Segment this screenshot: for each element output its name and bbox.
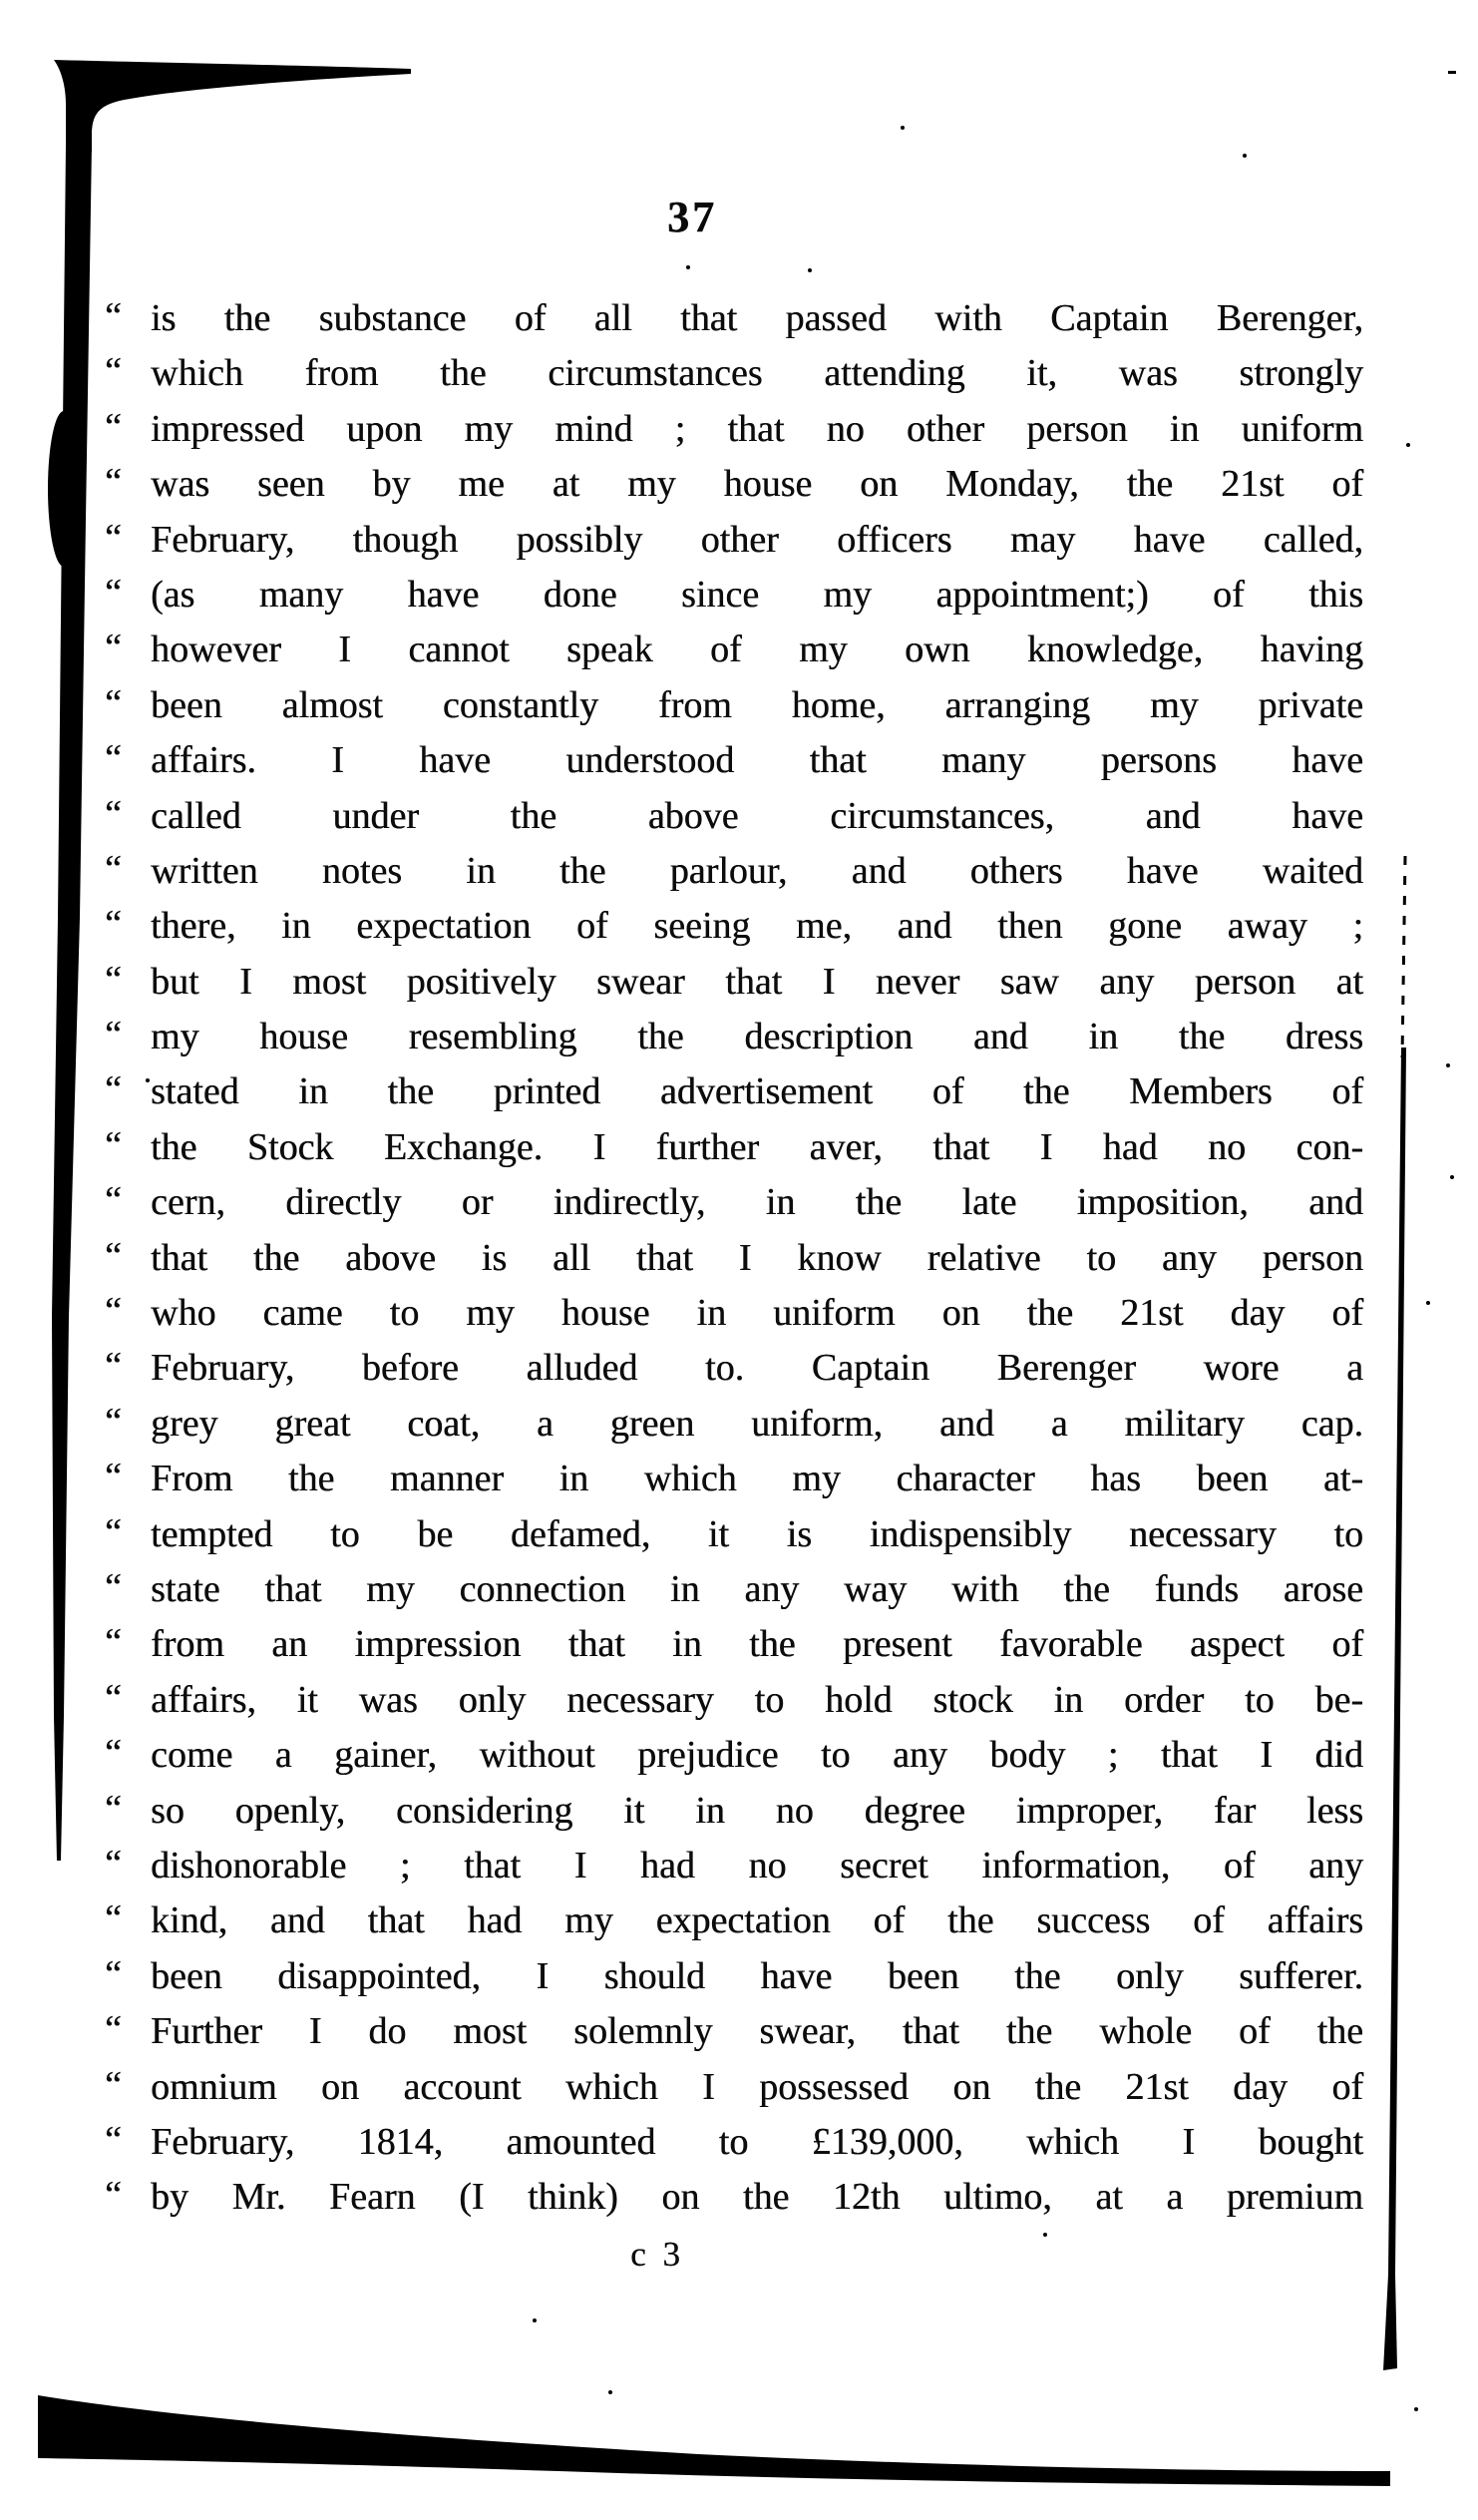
scan-blot-left xyxy=(48,411,80,567)
text-line xyxy=(105,844,1363,899)
text-line xyxy=(105,2060,1363,2115)
quote-mark: “ xyxy=(105,1456,119,1498)
scan-edge-bottom xyxy=(38,2395,1390,2486)
text-line-content: which from the circumstances attending it, was strongly xyxy=(151,352,1363,395)
text-line xyxy=(105,899,1363,954)
text-line-content: that the above is all that I know relative to any person xyxy=(151,1236,1363,1279)
scan-edge-left-bar xyxy=(52,145,92,1861)
quote-mark: “ xyxy=(105,1345,119,1388)
text-line-content: state that my connection in any way with the funds arose xyxy=(151,1567,1363,1610)
text-line xyxy=(105,1010,1363,1064)
quote-mark: “ xyxy=(105,737,119,780)
text-line xyxy=(105,789,1363,844)
text-line xyxy=(105,457,1363,512)
page-number: 37 xyxy=(667,193,717,241)
quote-mark: “ xyxy=(105,792,119,835)
text-line-content: there, in expectation of seeing me, and then gone away ; xyxy=(151,905,1363,948)
scan-edge-right xyxy=(1383,1048,1406,2370)
text-line-content: kind, and that had my expectation of the success of affairs xyxy=(151,1899,1363,1942)
text-line-content: omnium on account which I possessed on the 21st day of xyxy=(151,2065,1363,2108)
quote-mark: “ xyxy=(105,2063,119,2106)
text-line-content: my house resembling the description and in the dress xyxy=(151,1016,1363,1058)
text-line xyxy=(105,1286,1363,1341)
quote-mark: “ xyxy=(105,847,119,890)
text-line-content: From the manner in which my character has been at- xyxy=(151,1458,1363,1500)
text-line xyxy=(105,1064,1363,1119)
quote-mark: “ xyxy=(105,571,119,614)
text-line-content: however I cannot speak of my own knowledge, having xyxy=(151,629,1363,671)
text-line xyxy=(105,623,1363,677)
text-line-content: cern, directly or indirectly, in the late imposition, and xyxy=(151,1181,1363,1224)
scan-edge-top-left xyxy=(54,60,411,152)
quote-mark: “ xyxy=(105,2174,119,2217)
text-line-content: February, though possibly other officers may have called, xyxy=(151,518,1363,561)
signature-mark: c 3 xyxy=(630,2235,684,2274)
text-line xyxy=(105,1949,1363,2004)
text-line-content: been almost constantly from home, arranging my private xyxy=(151,683,1363,726)
text-line xyxy=(105,1120,1363,1175)
text-line xyxy=(105,346,1363,401)
text-line-content: was seen by me at my house on Monday, the 21st of xyxy=(151,463,1363,506)
text-line xyxy=(105,1673,1363,1728)
text-line xyxy=(105,1175,1363,1230)
quote-mark: “ xyxy=(105,627,119,669)
quote-mark: “ xyxy=(105,1510,119,1553)
quote-mark: “ xyxy=(105,516,119,559)
text-line-content: been disappointed, I should have been the only sufferer. xyxy=(151,1954,1363,1997)
quote-mark: “ xyxy=(105,2008,119,2051)
text-line xyxy=(105,1839,1363,1893)
text-line xyxy=(105,2004,1363,2059)
text-line xyxy=(105,1728,1363,1783)
text-line-content: come a gainer, without prejudice to any body ; that I did xyxy=(151,1734,1363,1777)
quote-mark: “ xyxy=(105,405,119,448)
text-line-content: February, before alluded to. Captain Berenger wore a xyxy=(151,1347,1363,1390)
text-line xyxy=(105,1231,1363,1286)
quote-mark: “ xyxy=(105,1068,119,1111)
text-line-content: but I most positively swear that I never saw any person at xyxy=(151,960,1363,1003)
text-line-content: grey great coat, a green uniform, and a military cap. xyxy=(151,1402,1363,1445)
quote-mark: “ xyxy=(105,1842,119,1885)
text-line-content: the Stock Exchange. I further aver, that I had no con- xyxy=(151,1125,1363,1168)
text-line xyxy=(105,1617,1363,1672)
quote-mark: “ xyxy=(105,1732,119,1775)
text-line-content: tempted to be defamed, it is indispensibly necessary to xyxy=(151,1512,1363,1555)
text-line-content: from an impression that in the present favorable aspect of xyxy=(151,1623,1363,1666)
quote-mark: “ xyxy=(105,1787,119,1830)
text-line-content: affairs, it was only necessary to hold stock in order to be- xyxy=(151,1678,1363,1721)
text-line xyxy=(105,1507,1363,1562)
deposition-text xyxy=(105,291,1363,2226)
text-line-content: dishonorable ; that I had no secret information, of any xyxy=(151,1844,1363,1887)
text-line xyxy=(105,568,1363,623)
quote-mark: “ xyxy=(105,350,119,393)
text-line-content: Further I do most solemnly swear, that the whole of the xyxy=(151,2010,1363,2053)
text-line-content: February, 1814, amounted to £139,000, which I bought xyxy=(151,2120,1363,2163)
quote-mark: “ xyxy=(105,1179,119,1222)
text-line-content: impressed upon my mind ; that no other person in uniform xyxy=(151,407,1363,450)
quote-mark: “ xyxy=(105,1621,119,1664)
quote-mark: “ xyxy=(105,1123,119,1166)
quote-mark: “ xyxy=(105,2118,119,2161)
text-line xyxy=(105,1341,1363,1396)
quote-mark: “ xyxy=(105,295,119,337)
text-line xyxy=(105,1893,1363,1948)
text-line xyxy=(105,678,1363,733)
text-line-content: stated in the printed advertisement of the Members of xyxy=(151,1070,1363,1113)
text-line xyxy=(105,291,1363,346)
quote-mark: “ xyxy=(105,958,119,1001)
scan-edge-right-faint xyxy=(1402,856,1405,1057)
text-line-content: is the substance of all that passed with Captain Berenger, xyxy=(151,297,1363,339)
text-line-content: called under the above circumstances, and have xyxy=(151,794,1363,837)
quote-mark: “ xyxy=(105,1897,119,1940)
text-line xyxy=(105,513,1363,568)
quote-mark: “ xyxy=(105,1290,119,1333)
quote-mark: “ xyxy=(105,1952,119,1995)
quote-mark: “ xyxy=(105,1565,119,1608)
text-line-content: so openly, considering it in no degree improper, far less xyxy=(151,1789,1363,1832)
text-line-content: affairs. I have understood that many persons have xyxy=(151,739,1363,782)
quote-mark: “ xyxy=(105,903,119,946)
text-line xyxy=(105,1784,1363,1839)
text-line xyxy=(105,2170,1363,2225)
quote-mark: “ xyxy=(105,1676,119,1719)
quote-mark: “ xyxy=(105,681,119,724)
quote-mark: “ xyxy=(105,461,119,504)
text-line xyxy=(105,1562,1363,1617)
text-line xyxy=(105,733,1363,788)
text-line xyxy=(105,1397,1363,1452)
text-line-content: who came to my house in uniform on the 21st day of xyxy=(151,1292,1363,1335)
text-line xyxy=(105,2115,1363,2170)
text-line-content: by Mr. Fearn (I think) on the 12th ultimo, at a premium xyxy=(151,2176,1363,2219)
text-line xyxy=(105,955,1363,1010)
quote-mark: “ xyxy=(105,1400,119,1443)
text-line-content: (as many have done since my appointment;) of this xyxy=(151,573,1363,616)
quote-mark: “ xyxy=(105,1014,119,1056)
text-line xyxy=(105,1452,1363,1506)
text-line-content: written notes in the parlour, and others have waited xyxy=(151,849,1363,892)
text-line xyxy=(105,402,1363,457)
quote-mark: “ xyxy=(105,1234,119,1277)
